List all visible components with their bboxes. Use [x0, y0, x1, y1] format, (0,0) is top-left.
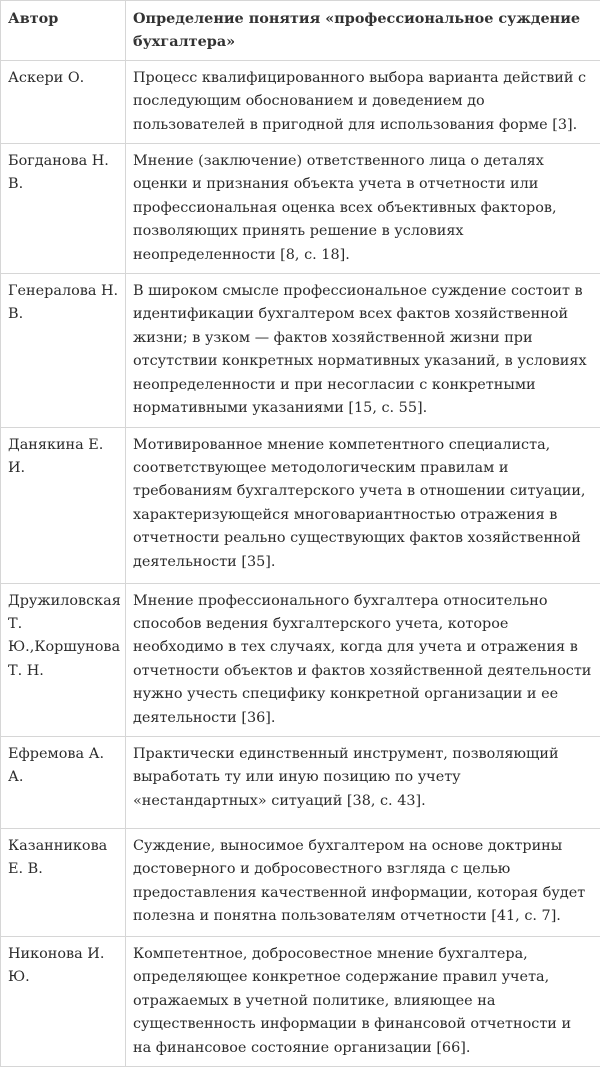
- author-cell: Генералова Н. В.: [1, 274, 126, 427]
- definition-cell: Мнение профессионального бухгалтера относительно способов ведения бухгалтерского учета, которое необходимо в тех случаях, когда для учета и отражения в отчетности объектов и фактов хозяйственной деятельности нужно учесть специфику конкретной организации и ее деятельности [36].: [126, 583, 600, 736]
- definition-cell: Практически единственный инструмент, позволяющий выработать ту или иную позицию по учету «нестандартных» ситуаций [38, с. 43].: [126, 736, 600, 828]
- author-column-header: Автор: [1, 1, 126, 61]
- definition-column-header: Определение понятия «профессиональное суждение бухгалтера»: [126, 1, 600, 61]
- table-row: [1, 828, 600, 936]
- definition-cell: Мнение (заключение) ответственного лица о деталях оценки и признания объекта учета в отчетности или профессиональная оценка всех объективных факторов, позволяющих принять решение в условиях неопределенности [8, с. 18].: [126, 144, 600, 274]
- definition-cell: Мотивированное мнение компетентного специалиста, соответствующее методологическим правилам и требованиям бухгалтерского учета в отношении ситуации, характеризующейся многовариантностью отражения в отчетности реально существующих фактов хозяйственной деятельности [35].: [126, 427, 600, 583]
- table-row: [1, 427, 600, 583]
- table-row: [1, 736, 600, 828]
- author-cell: Ефремова А. А.: [1, 736, 126, 828]
- definition-cell: Суждение, выносимое бухгалтером на основе доктрины достоверного и добросовестного взгляда с целью предоставления качественной информации, которая будет полезна и понятна пользователям отчетности [41, с. 7].: [126, 828, 600, 936]
- table-row: [1, 144, 600, 274]
- table-row: [1, 936, 600, 1066]
- author-cell: Богданова Н. В.: [1, 144, 126, 274]
- table-header-row: [1, 1, 600, 61]
- author-cell: Аскери О.: [1, 60, 126, 143]
- author-cell: Никонова И. Ю.: [1, 936, 126, 1066]
- definition-cell: Процесс квалифицированного выбора варианта действий с последующим обоснованием и доведением до пользователей в пригодной для использования форме [3].: [126, 60, 600, 143]
- table-row: [1, 583, 600, 736]
- table-row: [1, 274, 600, 427]
- author-cell: Данякина Е. И.: [1, 427, 126, 583]
- table-row: [1, 60, 600, 143]
- author-cell: Дружиловская Т. Ю.,Коршунова Т. Н.: [1, 583, 126, 736]
- definition-cell: В широком смысле профессиональное суждение состоит в идентификации бухгалтером всех фактов хозяйственной жизни; в узком — фактов хозяйственной жизни при отсутствии конкретных нормативных указаний, в условиях неопределенности и при несогласии с конкретными нормативными указаниями [15, с. 55].: [126, 274, 600, 427]
- definition-cell: Компетентное, добросовестное мнение бухгалтера, определяющее конкретное содержание правил учета, отражаемых в учетной политике, влияющее на существенность информации в финансовой отчетности и на финансовое состояние организации [66].: [126, 936, 600, 1066]
- author-cell: Казанникова Е. В.: [1, 828, 126, 936]
